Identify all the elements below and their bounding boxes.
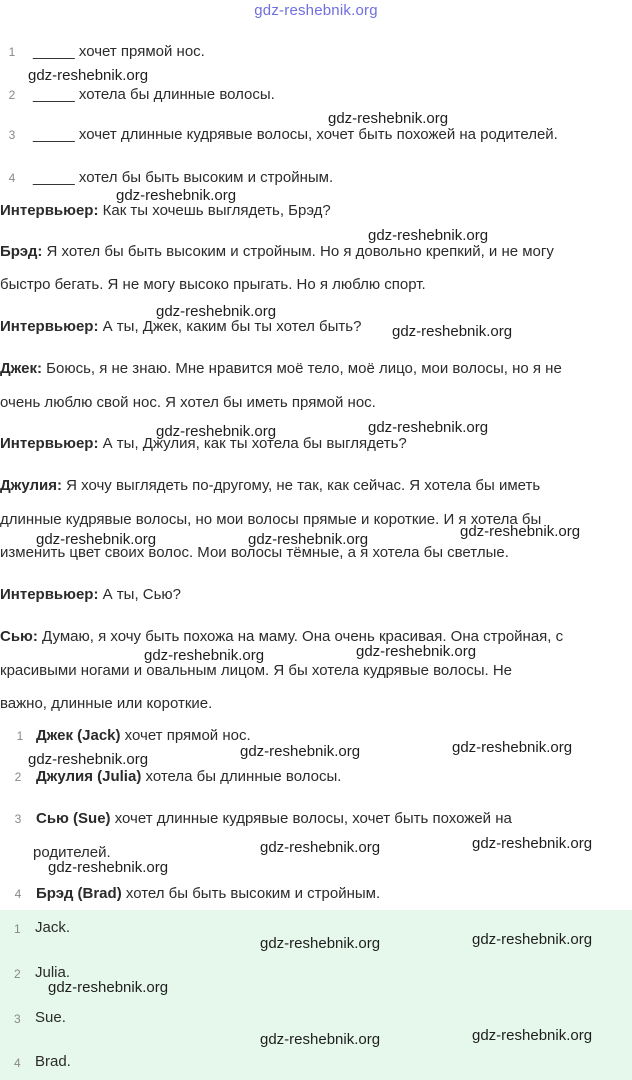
watermark: gdz-reshebnik.org: [460, 523, 581, 540]
speech-text: важно, длинные или короткие.: [0, 695, 213, 712]
watermark: gdz-reshebnik.org: [144, 647, 265, 664]
dialogue-line: [0, 628, 563, 645]
question-text: _____ хочет длинные кудрявые волосы, хочет быть похожей на родителей.: [33, 126, 558, 143]
filled-text: хотел бы быть высоким и стройным.: [125, 885, 381, 902]
filled-number: 1: [16, 729, 24, 743]
dialogue-line-cont: [0, 276, 426, 293]
watermark: gdz-reshebnik.org: [28, 67, 149, 84]
filled-text: хочет длинные кудрявые волосы, хочет быть похожей на: [114, 810, 512, 827]
watermark: gdz-reshebnik.org: [368, 227, 489, 244]
answer-text: Sue.: [35, 1009, 66, 1026]
answer-number: 1: [14, 922, 21, 936]
speech-text: А ты, Сью?: [102, 586, 182, 603]
filled-text: родителей.: [33, 844, 111, 861]
answer-number: 3: [14, 1012, 21, 1026]
watermark: gdz-reshebnik.org: [328, 110, 449, 127]
watermark: gdz-reshebnik.org: [156, 423, 277, 440]
speaker-name: Интервьюер:: [0, 435, 99, 452]
speaker-name: Интервьюер:: [0, 318, 99, 335]
filled-name: Джек (Jack): [36, 727, 121, 744]
watermark: gdz-reshebnik.org: [240, 743, 361, 760]
speaker-name: Интервьюер:: [0, 586, 99, 603]
dialogue-line: [0, 318, 361, 335]
dialogue-line: [0, 243, 554, 260]
watermark: gdz-reshebnik.org: [472, 931, 593, 948]
filled-number: 2: [14, 770, 22, 784]
watermark: gdz-reshebnik.org: [472, 835, 593, 852]
watermark: gdz-reshebnik.org: [248, 531, 369, 548]
header-watermark: gdz-reshebnik.org: [254, 2, 378, 19]
watermark: gdz-reshebnik.org: [260, 935, 381, 952]
speaker-name: Джек:: [0, 360, 42, 377]
speech-text: длинные кудрявые волосы, но мои волосы прямые и короткие. И я хотела бы: [0, 511, 542, 528]
answer-text: Julia.: [35, 964, 71, 981]
watermark: gdz-reshebnik.org: [472, 1027, 593, 1044]
question-number: 2: [8, 88, 16, 102]
dialogue-line: [0, 202, 331, 219]
answer-text: Jack.: [35, 919, 71, 936]
speaker-name: Джулия:: [0, 477, 62, 494]
question-text: _____ хотел бы быть высоким и стройным.: [33, 169, 334, 186]
speaker-name: Брэд:: [0, 243, 43, 260]
filled-name: Сью (Sue): [36, 810, 111, 827]
question-number: 3: [8, 128, 16, 142]
filled-number: 4: [14, 887, 22, 901]
watermark: gdz-reshebnik.org: [356, 643, 477, 660]
question-number: 4: [8, 171, 16, 185]
dialogue-line: [0, 586, 181, 603]
watermark: gdz-reshebnik.org: [452, 739, 573, 756]
dialogue-line-cont: [0, 695, 212, 712]
watermark: gdz-reshebnik.org: [116, 187, 237, 204]
filled-number: 3: [14, 812, 22, 826]
question-number: 1: [8, 45, 16, 59]
speech-text: красивыми ногами и овальным лицом. Я бы хотела кудрявые волосы. Не: [0, 662, 512, 679]
speaker-name: Интервьюер:: [0, 202, 99, 219]
speech-text: быстро бегать. Я не могу высоко прыгать. Но я люблю спорт.: [0, 276, 426, 293]
filled-text: хотела бы длинные волосы.: [145, 768, 342, 785]
answer-number: 2: [14, 967, 21, 981]
filled-text: хочет прямой нос.: [124, 727, 251, 744]
speech-text: А ты, Джулия, как ты хотела бы выглядеть?: [102, 435, 407, 452]
speech-text: очень люблю свой нос. Я хотел бы иметь прямой нос.: [0, 394, 376, 411]
speech-text: изменить цвет своих волос. Мои волосы тёмные, а я хотела бы светлые.: [0, 544, 509, 561]
speech-text: А ты, Джек, каким бы ты хотел быть?: [102, 318, 362, 335]
speech-text: Как ты хочешь выглядеть, Брэд?: [102, 202, 331, 219]
filled-name: Джулия (Julia): [36, 768, 142, 785]
dialogue-line-cont: [0, 662, 512, 679]
speech-text: Боюсь, я не знаю. Мне нравится моё тело, моё лицо, мои волосы, но я не: [46, 360, 562, 377]
dialogue-line: [0, 477, 540, 494]
watermark: gdz-reshebnik.org: [392, 323, 513, 340]
dialogue-line-cont: [0, 394, 376, 411]
watermark: gdz-reshebnik.org: [48, 979, 169, 996]
watermark: gdz-reshebnik.org: [36, 531, 157, 548]
watermark: gdz-reshebnik.org: [260, 839, 381, 856]
speech-text: Я хочу выглядеть по-другому, не так, как сейчас. Я хотела бы иметь: [66, 477, 541, 494]
speech-text: Я хотел бы быть высоким и стройным. Но я довольно крепкий, и не могу: [46, 243, 554, 260]
answer-text: Brad.: [35, 1053, 71, 1070]
question-text: _____ хотела бы длинные волосы.: [33, 86, 275, 103]
watermark: gdz-reshebnik.org: [368, 419, 489, 436]
watermark: gdz-reshebnik.org: [156, 303, 277, 320]
dialogue-line: [0, 360, 562, 377]
speaker-name: Сью:: [0, 628, 38, 645]
question-text: _____ хочет прямой нос.: [33, 43, 205, 60]
watermark: gdz-reshebnik.org: [28, 751, 149, 768]
watermark: gdz-reshebnik.org: [260, 1031, 381, 1048]
answer-number: 4: [14, 1056, 21, 1070]
watermark: gdz-reshebnik.org: [48, 859, 169, 876]
filled-name: Брэд (Brad): [36, 885, 122, 902]
speech-text: Думаю, я хочу быть похожа на маму. Она очень красивая. Она стройная, с: [42, 628, 564, 645]
